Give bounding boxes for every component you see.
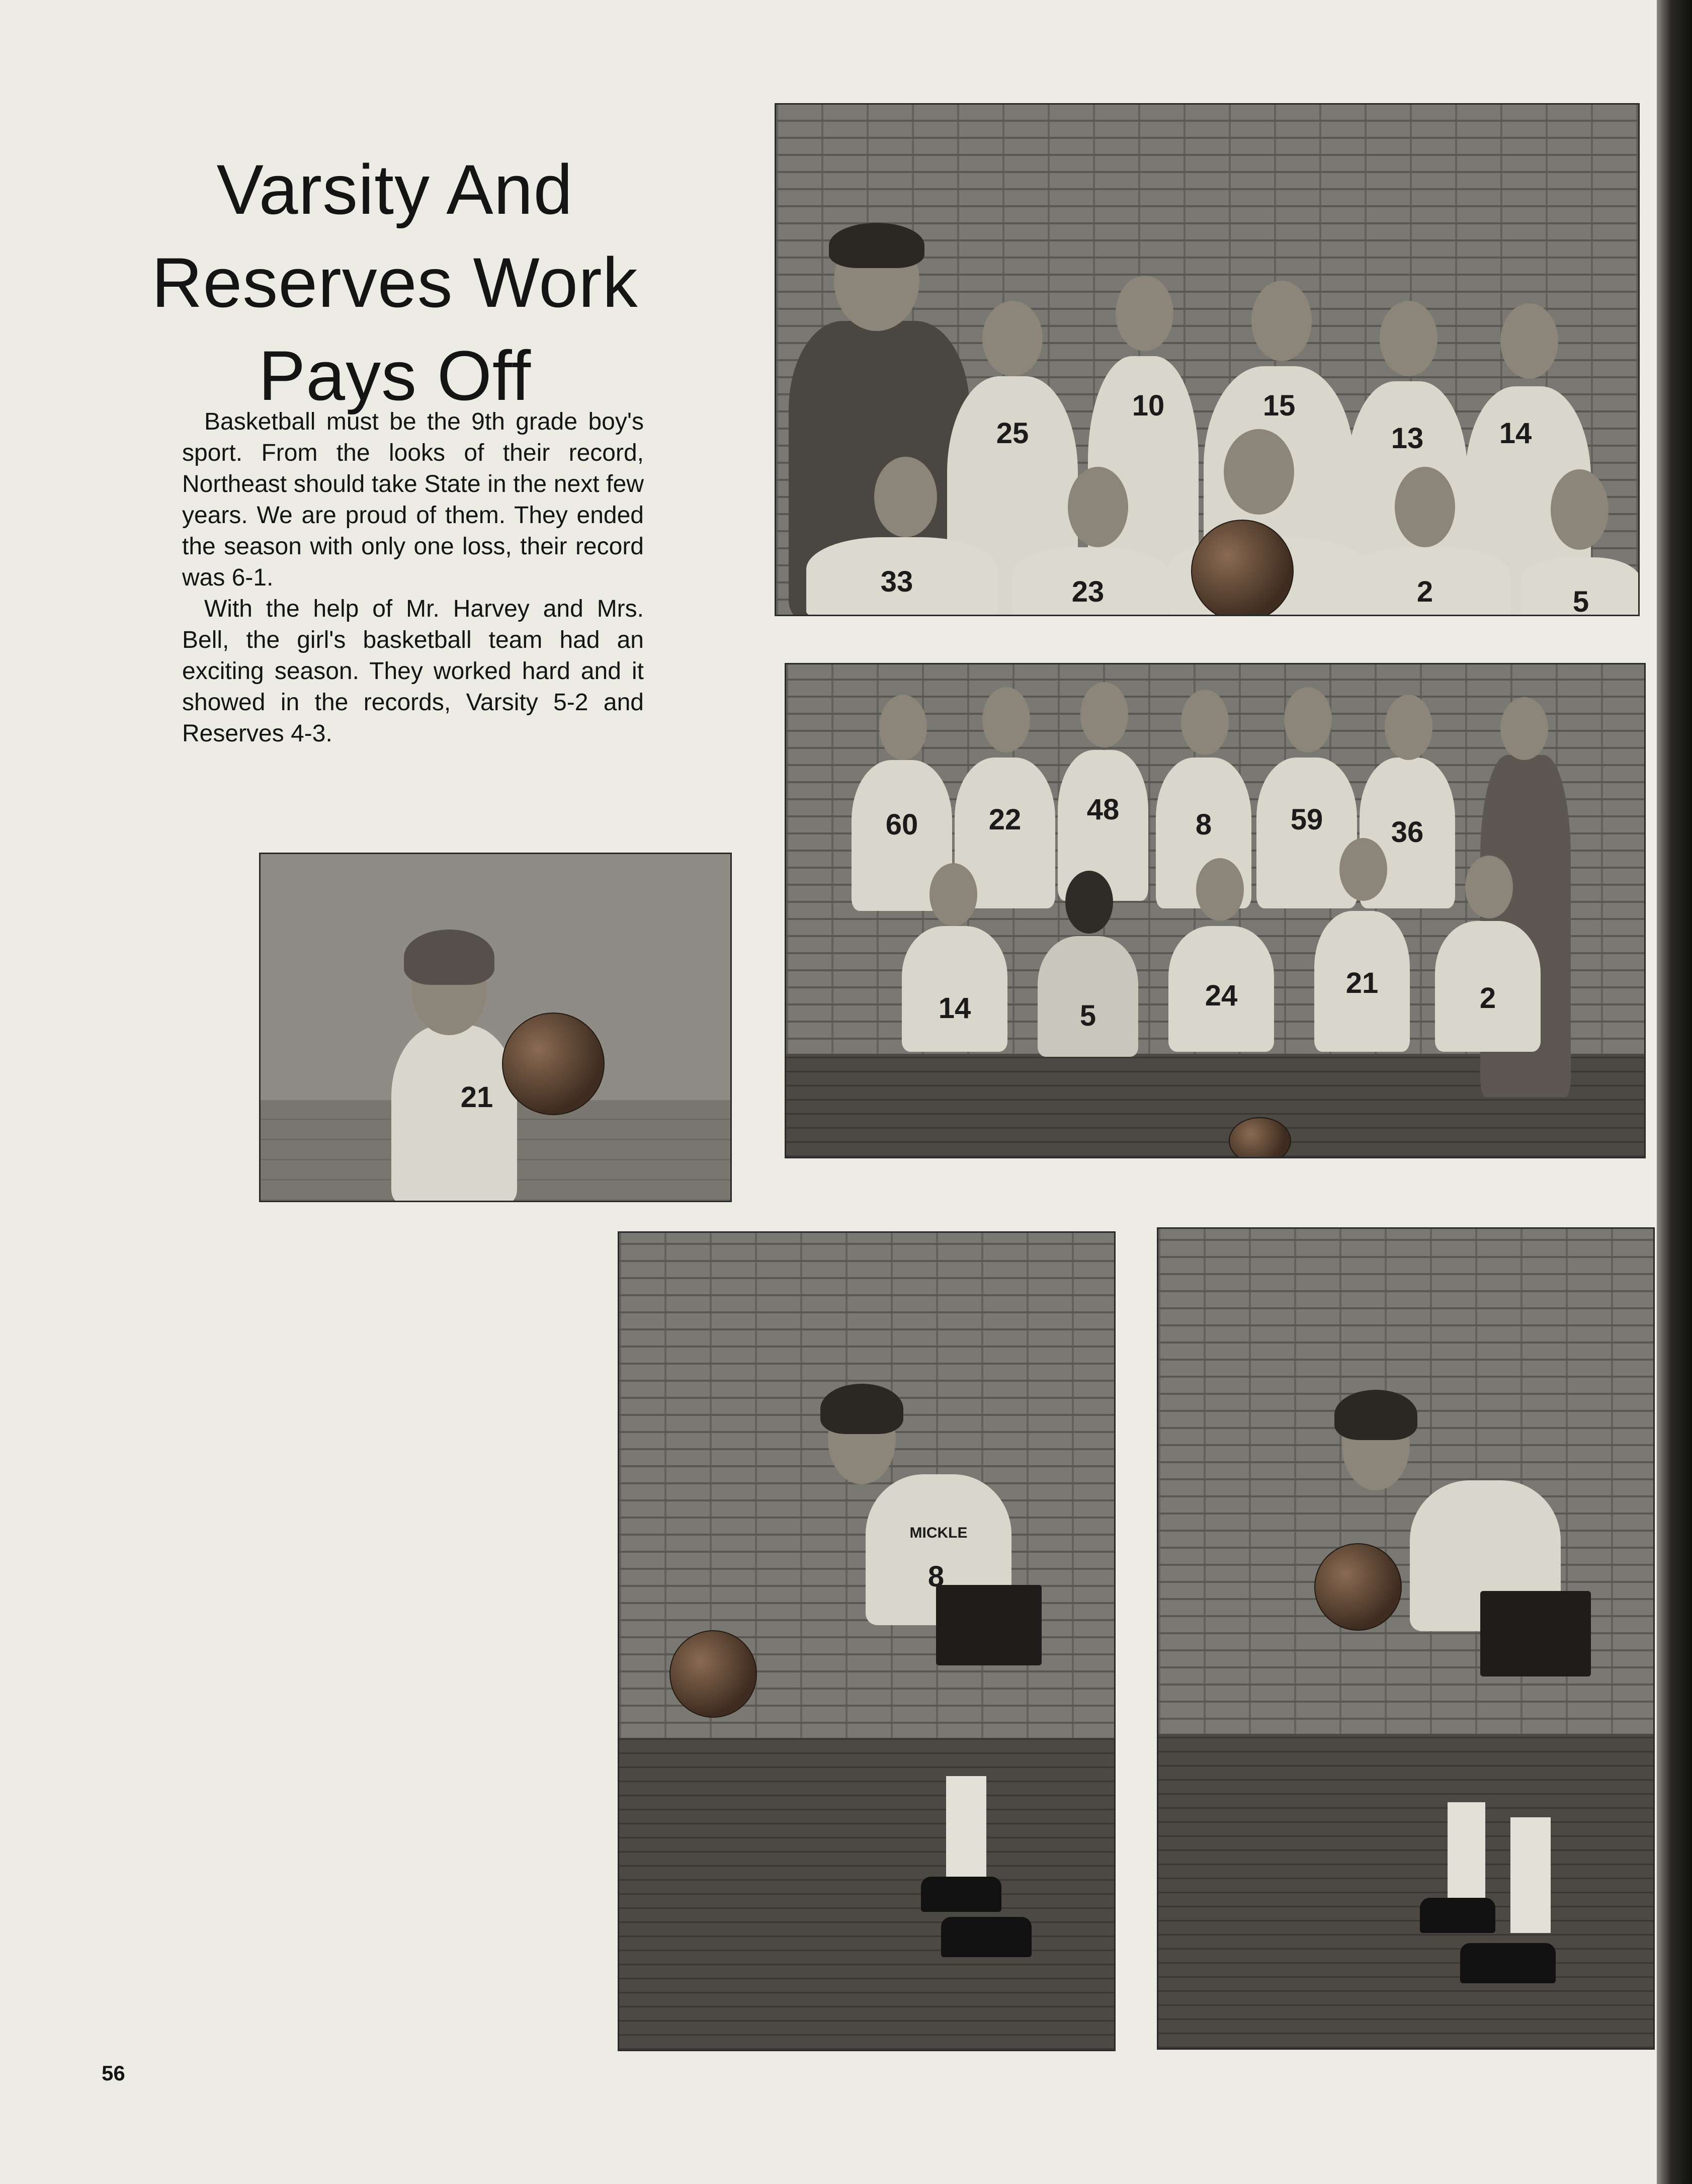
girls-back-jersey-4: 13	[1391, 422, 1424, 455]
girls-front-jersey-3: 2	[1416, 575, 1433, 608]
girls-front-jersey-2: 23	[1071, 575, 1105, 608]
article-body	[182, 406, 644, 749]
article-paragraph-1: Basketball must be the 9th grade boy's sport. From the looks of their record, Northeast should take State in the next few years. We are proud of them. They ended the season with only one loss, their record was 6-1.	[182, 408, 644, 591]
girls-front-jersey-1: 33	[880, 565, 913, 598]
boy-dribbling-left-photo	[618, 1231, 1116, 2051]
boys-back-jersey-2: 22	[988, 803, 1022, 836]
boy-dribbling-right-photo	[1157, 1227, 1655, 2050]
boys-back-jersey-4: 8	[1195, 808, 1212, 841]
girls-back-jersey-1: 25	[996, 417, 1029, 450]
headline	[86, 143, 704, 422]
dribbler-jersey-number: 8	[927, 1560, 945, 1593]
page-number: 56	[102, 2061, 125, 2085]
girls-back-jersey-5: 14	[1499, 417, 1532, 450]
girl-shooting-photo	[259, 853, 732, 1202]
girls-back-jersey-3: 15	[1262, 389, 1296, 422]
headline-line-2: Reserves Work	[151, 242, 638, 322]
headline-line-1: Varsity And	[216, 149, 573, 229]
boys-front-jersey-5: 2	[1479, 982, 1496, 1015]
boys-back-jersey-5: 59	[1290, 803, 1323, 836]
girls-front-jersey-4: 5	[1572, 585, 1589, 616]
dribbler-jersey-text: MICKLE	[909, 1525, 968, 1541]
boys-back-jersey-6: 36	[1391, 816, 1424, 849]
boys-front-jersey-1: 14	[938, 992, 971, 1025]
book-binding	[1657, 0, 1692, 2184]
boys-back-jersey-1: 60	[885, 808, 918, 841]
boys-front-jersey-4: 21	[1345, 967, 1379, 999]
shooter-jersey-number: 21	[460, 1081, 493, 1114]
girls-back-jersey-2: 10	[1132, 389, 1165, 422]
boys-front-jersey-2: 5	[1079, 999, 1096, 1032]
boys-front-jersey-3: 24	[1205, 979, 1238, 1012]
boys-team-photo	[785, 663, 1646, 1158]
article-paragraph-2: With the help of Mr. Harvey and Mrs. Bell, the girl's basketball team had an exciting season. They worked hard and it showed in the records, Varsity 5-2 and Reserves 4-3.	[182, 596, 644, 747]
headline-line-3: Pays Off	[258, 335, 532, 415]
boys-back-jersey-3: 48	[1086, 793, 1120, 826]
girls-team-photo	[775, 103, 1640, 616]
